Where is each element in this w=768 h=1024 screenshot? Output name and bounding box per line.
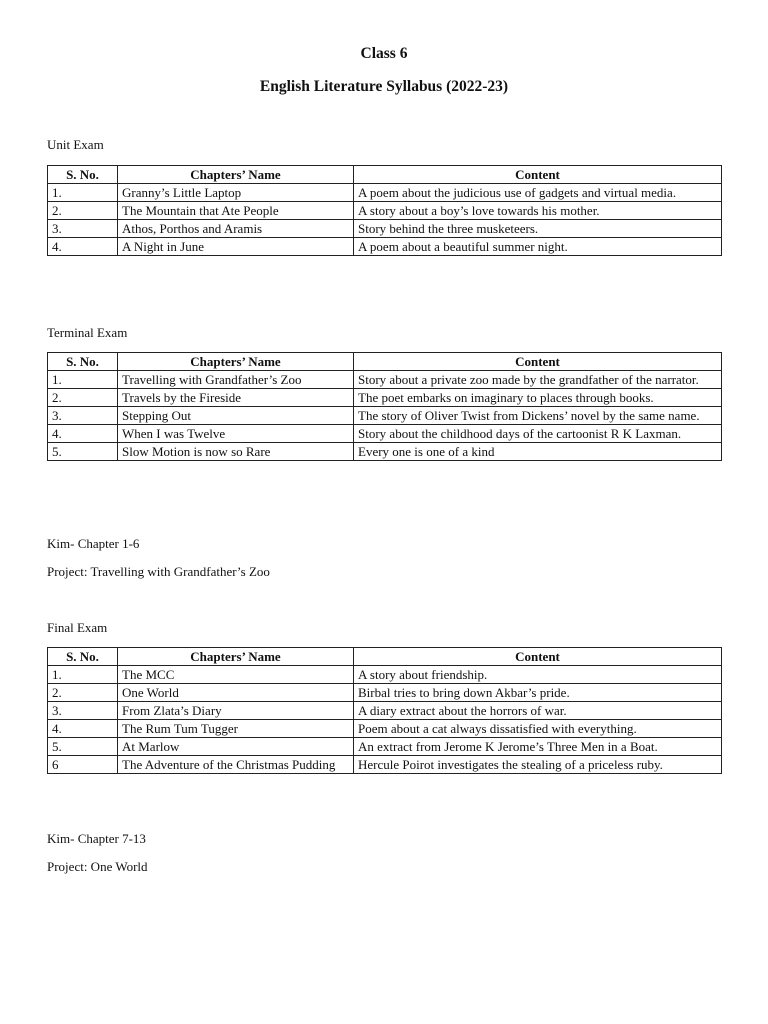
table-header-row bbox=[48, 166, 722, 184]
chapter-name-cell: Travels by the Fireside bbox=[118, 389, 354, 407]
chapter-name-cell: Travelling with Grandfather’s Zoo bbox=[118, 371, 354, 389]
sno-cell: 1. bbox=[48, 666, 118, 684]
chapter-name-header: Chapters’ Name bbox=[118, 353, 354, 371]
unit-exam-label: Unit Exam bbox=[47, 137, 104, 152]
chapter-name-header: Chapters’ Name bbox=[118, 648, 354, 666]
sno-cell: 3. bbox=[48, 702, 118, 720]
chapter-name-cell: The Rum Tum Tugger bbox=[118, 720, 354, 738]
table-header-row bbox=[48, 648, 722, 666]
chapter-name-cell: Granny’s Little Laptop bbox=[118, 184, 354, 202]
final-exam-label: Final Exam bbox=[47, 620, 108, 635]
content-cell: Every one is one of a kind bbox=[354, 443, 722, 461]
sno-cell: 6 bbox=[48, 756, 118, 774]
table-row bbox=[48, 443, 722, 461]
chapter-name-cell: A Night in June bbox=[118, 238, 354, 256]
chapter-name-cell: Stepping Out bbox=[118, 407, 354, 425]
sno-cell: 4. bbox=[48, 720, 118, 738]
table-row bbox=[48, 407, 722, 425]
table-row bbox=[48, 756, 722, 774]
chapter-name-cell: Athos, Porthos and Aramis bbox=[118, 220, 354, 238]
sno-cell: 1. bbox=[48, 184, 118, 202]
terminal-kim-text: Kim- Chapter 1-6 bbox=[47, 536, 140, 551]
table-row bbox=[48, 720, 722, 738]
table-row bbox=[48, 702, 722, 720]
table-row bbox=[48, 738, 722, 756]
content-cell: A story about a boy’s love towards his mother. bbox=[354, 202, 722, 220]
chapter-name-cell: The Mountain that Ate People bbox=[118, 202, 354, 220]
content-cell: Story behind the three musketeers. bbox=[354, 220, 722, 238]
final-kim-text: Kim- Chapter 7-13 bbox=[47, 831, 146, 846]
sno-cell: 3. bbox=[48, 407, 118, 425]
content-header: Content bbox=[354, 648, 722, 666]
sno-cell: 4. bbox=[48, 238, 118, 256]
content-header: Content bbox=[354, 353, 722, 371]
final-project-text: Project: One World bbox=[47, 859, 148, 874]
table-header-row bbox=[48, 353, 722, 371]
sno-header: S. No. bbox=[48, 648, 118, 666]
table-row bbox=[48, 371, 722, 389]
table-row bbox=[48, 202, 722, 220]
sno-cell: 5. bbox=[48, 443, 118, 461]
content-cell: A story about friendship. bbox=[354, 666, 722, 684]
chapter-name-cell: Slow Motion is now so Rare bbox=[118, 443, 354, 461]
table-row bbox=[48, 684, 722, 702]
sno-header: S. No. bbox=[48, 353, 118, 371]
terminal-exam-label: Terminal Exam bbox=[47, 325, 128, 340]
chapter-name-header: Chapters’ Name bbox=[118, 166, 354, 184]
table-row bbox=[48, 220, 722, 238]
content-cell: Birbal tries to bring down Akbar’s pride. bbox=[354, 684, 722, 702]
sno-cell: 3. bbox=[48, 220, 118, 238]
syllabus-title: English Literature Syllabus (2022-23) bbox=[259, 78, 509, 95]
final-exam-table bbox=[47, 647, 722, 774]
sno-header: S. No. bbox=[48, 166, 118, 184]
content-cell: The poet embarks on imaginary to places through books. bbox=[354, 389, 722, 407]
content-cell: Hercule Poirot investigates the stealing of a priceless ruby. bbox=[354, 756, 722, 774]
sno-cell: 2. bbox=[48, 202, 118, 220]
content-cell: A diary extract about the horrors of war. bbox=[354, 702, 722, 720]
chapter-name-cell: One World bbox=[118, 684, 354, 702]
table-row bbox=[48, 184, 722, 202]
content-cell: The story of Oliver Twist from Dickens’ novel by the same name. bbox=[354, 407, 722, 425]
chapter-name-cell: When I was Twelve bbox=[118, 425, 354, 443]
content-header: Content bbox=[354, 166, 722, 184]
unit-exam-table bbox=[47, 165, 722, 256]
table-row bbox=[48, 425, 722, 443]
chapter-name-cell: At Marlow bbox=[118, 738, 354, 756]
terminal-exam-table bbox=[47, 352, 722, 461]
content-cell: Story about a private zoo made by the grandfather of the narrator. bbox=[354, 371, 722, 389]
content-cell: Poem about a cat always dissatisfied with everything. bbox=[354, 720, 722, 738]
class-title: Class 6 bbox=[360, 45, 408, 62]
content-cell: A poem about a beautiful summer night. bbox=[354, 238, 722, 256]
terminal-project-text: Project: Travelling with Grandfather’s Zoo bbox=[47, 564, 270, 579]
chapter-name-cell: From Zlata’s Diary bbox=[118, 702, 354, 720]
sno-cell: 2. bbox=[48, 389, 118, 407]
sno-cell: 2. bbox=[48, 684, 118, 702]
table-row bbox=[48, 389, 722, 407]
chapter-name-cell: The Adventure of the Christmas Pudding bbox=[118, 756, 354, 774]
sno-cell: 1. bbox=[48, 371, 118, 389]
sno-cell: 4. bbox=[48, 425, 118, 443]
content-cell: A poem about the judicious use of gadgets and virtual media. bbox=[354, 184, 722, 202]
table-row bbox=[48, 666, 722, 684]
table-row bbox=[48, 238, 722, 256]
content-cell: An extract from Jerome K Jerome’s Three Men in a Boat. bbox=[354, 738, 722, 756]
sno-cell: 5. bbox=[48, 738, 118, 756]
content-cell: Story about the childhood days of the cartoonist R K Laxman. bbox=[354, 425, 722, 443]
chapter-name-cell: The MCC bbox=[118, 666, 354, 684]
